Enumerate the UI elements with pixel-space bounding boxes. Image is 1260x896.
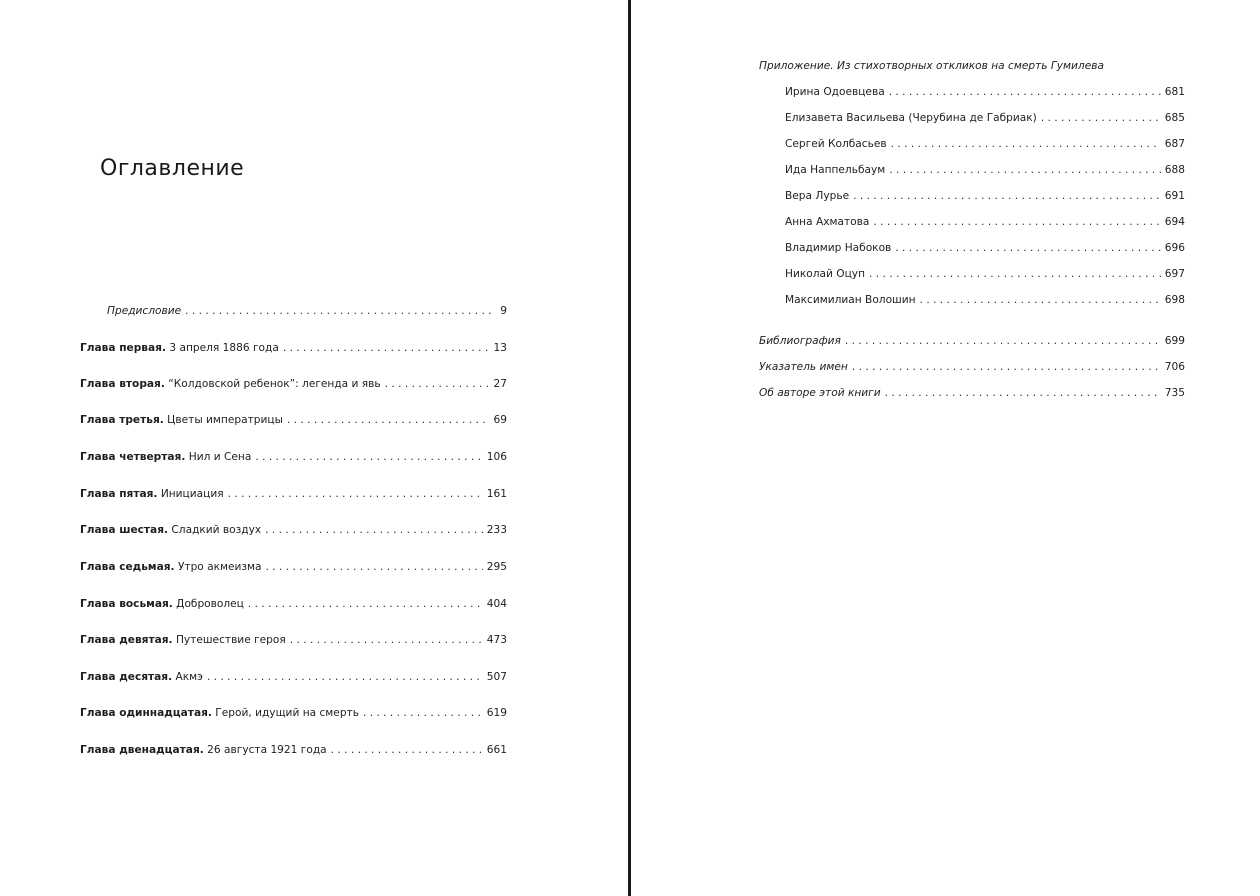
chapter-number: Глава седьмая. xyxy=(80,561,175,573)
chapter-number: Глава четвертая. xyxy=(80,451,186,463)
toc-entry-chapter-6[interactable] xyxy=(80,523,507,537)
toc-entry-title: Ирина Одоевцева xyxy=(785,86,885,98)
dot-leader xyxy=(1041,111,1161,125)
toc-entry-title: Владимир Набоков xyxy=(785,242,892,254)
toc-entry-page: 507 xyxy=(486,671,507,683)
toc-entry-about-author[interactable] xyxy=(759,386,1185,400)
dot-leader xyxy=(185,304,496,318)
toc-entry-chapter-9[interactable] xyxy=(80,633,507,647)
toc-entry-chapter-4[interactable] xyxy=(80,450,507,464)
toc-entry-preface[interactable] xyxy=(107,304,507,318)
chapter-number: Глава девятая. xyxy=(80,634,173,646)
toc-entry-title: Елизавета Васильева (Черубина де Габриак) xyxy=(785,112,1037,124)
chapter-title: “Колдовской ребенок”: легенда и явь xyxy=(168,378,381,390)
chapter-title: Инициация xyxy=(160,488,224,500)
chapter-number: Глава вторая. xyxy=(80,378,165,390)
dot-leader xyxy=(853,189,1161,203)
toc-entry-title: Указатель имен xyxy=(759,361,848,373)
toc-entry-appendix-poem[interactable] xyxy=(785,85,1185,99)
toc-entry-page: 233 xyxy=(486,524,507,536)
toc-entry-page: 295 xyxy=(486,561,507,573)
dot-leader xyxy=(255,450,482,464)
toc-entry-title: Об авторе этой книги xyxy=(759,387,881,399)
toc-entry-page: 687 xyxy=(1164,138,1185,150)
toc-entry-chapter-1[interactable] xyxy=(80,341,507,355)
left-page xyxy=(0,0,628,896)
toc-entry-page: 696 xyxy=(1164,242,1185,254)
dot-leader xyxy=(920,293,1161,307)
toc-entry-chapter-11[interactable] xyxy=(80,706,507,720)
dot-leader xyxy=(207,670,483,684)
toc-entry-chapter-8[interactable] xyxy=(80,597,507,611)
toc-entry-appendix-poem[interactable] xyxy=(785,267,1185,281)
toc-entry-name-index[interactable] xyxy=(759,360,1185,374)
toc-entry-appendix-poem[interactable] xyxy=(785,293,1185,307)
dot-leader xyxy=(287,413,490,427)
toc-entry-chapter-5[interactable] xyxy=(80,487,507,501)
dot-leader xyxy=(845,334,1161,348)
dot-leader xyxy=(290,633,483,647)
dot-leader xyxy=(265,523,483,537)
toc-entry-page: 685 xyxy=(1164,112,1185,124)
toc-entry-page: 735 xyxy=(1164,387,1185,399)
dot-leader xyxy=(885,386,1161,400)
chapter-number: Глава десятая. xyxy=(80,671,173,683)
toc-entry-title: Вера Лурье xyxy=(785,190,850,202)
chapter-title: Доброволец xyxy=(176,598,244,610)
toc-entry-title: Сергей Колбасьев xyxy=(785,138,887,150)
dot-leader xyxy=(266,560,483,574)
toc-entry-chapter-10[interactable] xyxy=(80,670,507,684)
dot-leader xyxy=(248,597,483,611)
toc-entry-title: Максимилиан Волошин xyxy=(785,294,916,306)
toc-entry-page: 13 xyxy=(493,342,507,354)
toc-entry-page: 688 xyxy=(1164,164,1185,176)
chapter-number: Глава двенадцатая. xyxy=(80,744,204,756)
chapter-title: 3 апреля 1886 года xyxy=(169,342,279,354)
chapter-number: Глава восьмая. xyxy=(80,598,173,610)
toc-entry-page: 404 xyxy=(486,598,507,610)
toc-entry-appendix-poem[interactable] xyxy=(785,137,1185,151)
toc-entry-page: 619 xyxy=(486,707,507,719)
appendix-heading[interactable]: Приложение. Из стихотворных откликов на смерть Гумилева xyxy=(759,60,1104,72)
dot-leader xyxy=(363,706,483,720)
chapter-title: Нил и Сена xyxy=(188,451,252,463)
toc-entry-title: Николай Оцуп xyxy=(785,268,865,280)
dot-leader xyxy=(283,341,490,355)
dot-leader xyxy=(895,241,1160,255)
chapter-title: Акмэ xyxy=(175,671,203,683)
toc-entry-appendix-poem[interactable] xyxy=(785,241,1185,255)
chapter-title: Герой, идущий на смерть xyxy=(215,707,359,719)
toc-entry-title: Библиография xyxy=(759,335,841,347)
toc-entry-chapter-3[interactable] xyxy=(80,413,507,427)
toc-entry-page: 661 xyxy=(486,744,507,756)
chapter-title: Утро акмеизма xyxy=(177,561,262,573)
toc-entry-appendix-poem[interactable] xyxy=(785,215,1185,229)
dot-leader xyxy=(889,163,1161,177)
toc-entry-chapter-2[interactable] xyxy=(80,377,507,391)
toc-entry-appendix-poem[interactable] xyxy=(785,111,1185,125)
toc-entry-chapter-7[interactable] xyxy=(80,560,507,574)
toc-entry-page: 699 xyxy=(1164,335,1185,347)
chapter-number: Глава третья. xyxy=(80,414,164,426)
toc-entry-page: 694 xyxy=(1164,216,1185,228)
dot-leader xyxy=(873,215,1160,229)
chapter-number: Глава шестая. xyxy=(80,524,169,536)
toc-entry-page: 9 xyxy=(500,305,507,317)
dot-leader xyxy=(228,487,483,501)
toc-entry-page: 681 xyxy=(1164,86,1185,98)
toc-entry-title: Ида Наппельбаум xyxy=(785,164,886,176)
toc-entry-title: Анна Ахматова xyxy=(785,216,870,228)
chapter-number: Глава первая. xyxy=(80,342,166,354)
toc-entry-page: 27 xyxy=(493,378,507,390)
dot-leader xyxy=(891,137,1161,151)
page-title: Оглавление xyxy=(100,156,245,181)
chapter-number: Глава одиннадцатая. xyxy=(80,707,212,719)
toc-entry-page: 473 xyxy=(486,634,507,646)
chapter-title: 26 августа 1921 года xyxy=(207,744,327,756)
toc-entry-page: 69 xyxy=(493,414,507,426)
toc-entry-page: 706 xyxy=(1164,361,1185,373)
chapter-number: Глава пятая. xyxy=(80,488,158,500)
chapter-title: Путешествие героя xyxy=(175,634,286,646)
toc-entry-appendix-poem[interactable] xyxy=(785,189,1185,203)
dot-leader xyxy=(869,267,1161,281)
toc-entry-page: 697 xyxy=(1164,268,1185,280)
toc-entry-bibliography[interactable] xyxy=(759,334,1185,348)
toc-entry-page: 698 xyxy=(1164,294,1185,306)
toc-entry-page: 691 xyxy=(1164,190,1185,202)
toc-entry-page: 161 xyxy=(486,488,507,500)
toc-entry-appendix-poem[interactable] xyxy=(785,163,1185,177)
toc-entry-chapter-12[interactable] xyxy=(80,743,507,757)
toc-entry-page: 106 xyxy=(486,451,507,463)
right-page xyxy=(631,0,1260,896)
dot-leader xyxy=(852,360,1161,374)
chapter-title: Сладкий воздух xyxy=(171,524,262,536)
dot-leader xyxy=(331,743,483,757)
dot-leader xyxy=(889,85,1161,99)
toc-entry-title: Предисловие xyxy=(107,305,182,317)
chapter-title: Цветы императрицы xyxy=(167,414,283,426)
dot-leader xyxy=(385,377,490,391)
